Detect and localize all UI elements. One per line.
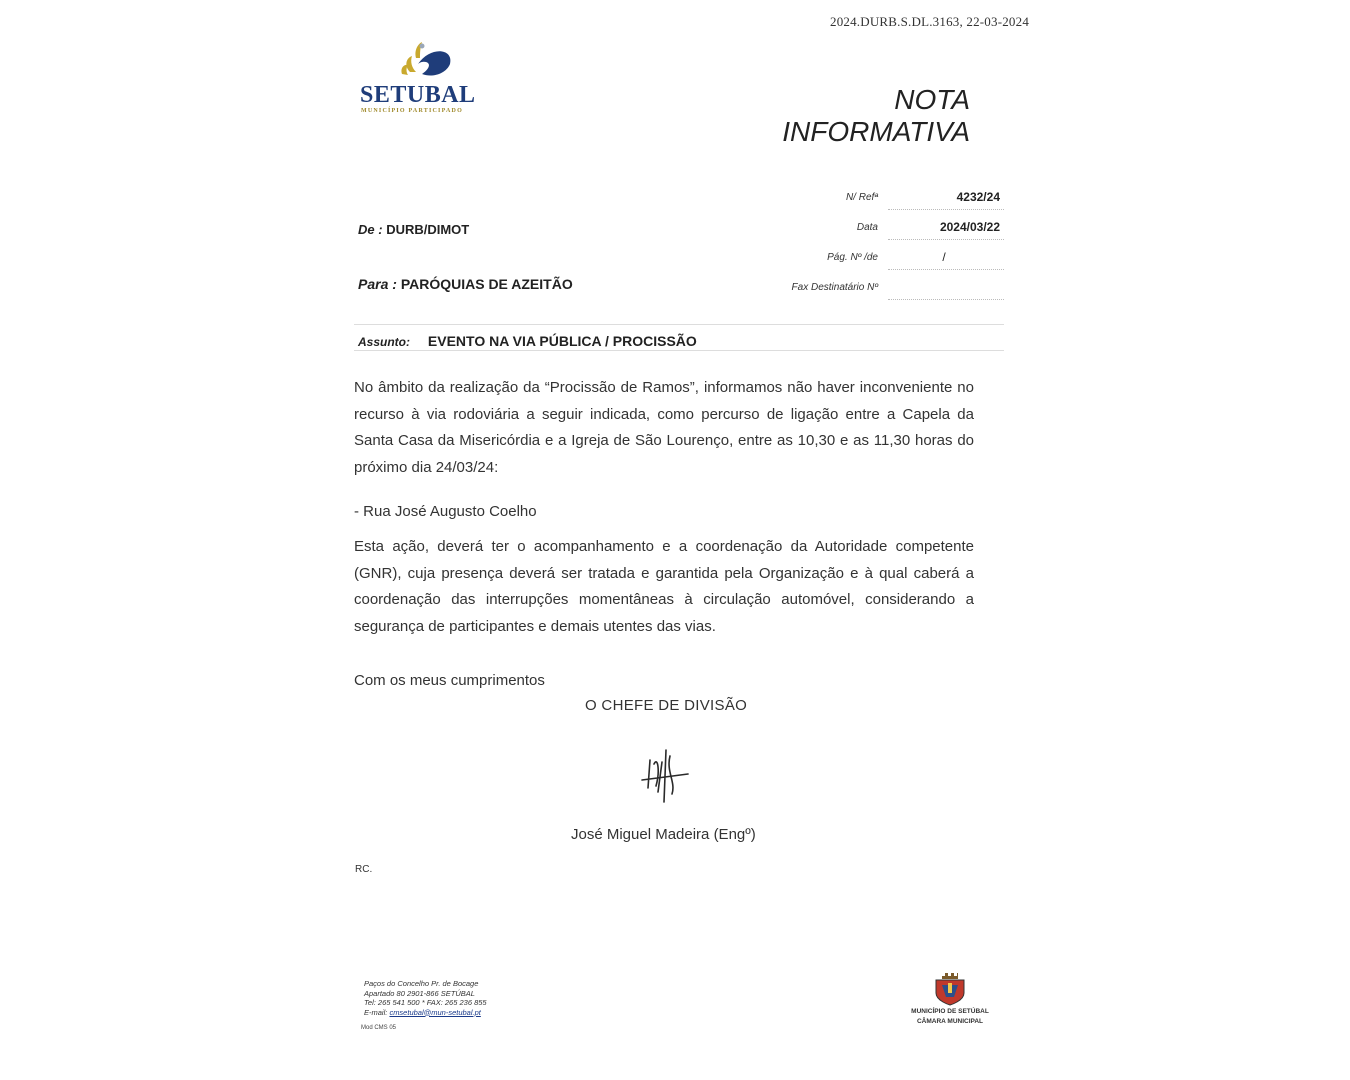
subject-line [358,333,697,349]
meta-page [770,250,1004,274]
body-paragraph-2: Esta ação, deverá ter o acompanhamento e a coordenação da Autoridade competente (GNR), cuja presença deverá ser tratada e garantida pela Organização e à qual caberá a coordenação das interrupções momentâneas à circulação automóvel, considerando a segurança de participantes e demais utentes das vias. [354,538,974,635]
coat-caption-1: MUNICÍPIO DE SETÚBAL [911,1008,989,1015]
logo-subtitle: MUNICÍPIO PARTICIPADO [361,108,463,114]
meta-page-value: / [888,250,1004,270]
coat-caption-2: CÂMARA MUNICIPAL [916,1018,984,1025]
title-line-1: NOTA [894,84,970,115]
footer-email-link[interactable]: cmsetubal@mun-setubal.pt [389,1007,481,1017]
subject-value: EVENTO NA VIA PÚBLICA / PROCISSÃO [427,333,697,349]
meta-fax-label: Fax Destinatário Nº [791,282,878,293]
meta-date [770,220,1004,244]
sender-label: De : [358,222,383,237]
form-model-code: Mod CMS 05 [361,1025,397,1031]
meta-reference [770,190,1004,214]
subject-rule-bottom [354,350,1004,351]
footer-line-3: Tel: 265 541 500 * FAX: 265 236 855 [364,998,487,1007]
coat-of-arms-icon [932,971,968,1007]
signer-title: O CHEFE DE DIVISÃO [585,697,748,714]
route-list-item: - Rua José Augusto Coelho [354,503,537,520]
sender-value: DURB/DIMOT [386,222,470,237]
recipient-line [358,276,573,292]
handwritten-signature-icon [636,742,696,808]
subject-label: Assunto: [358,335,410,349]
signer-name: José Miguel Madeira (Engº) [571,826,756,843]
meta-fax-value [888,280,1004,300]
footer-email [364,1008,487,1018]
meta-reference-label: N/ Refª [845,192,878,203]
sender-line [358,222,469,237]
reference-stamp: 2024.DURB.S.DL.3163, 22-03-2024 [830,14,1030,29]
closing-line: Com os meus cumprimentos [354,672,545,689]
author-initials: RC. [355,864,373,875]
meta-date-value: 2024/03/22 [888,220,1004,240]
footer-email-label: E-mail: [364,1007,388,1017]
meta-reference-value: 4232/24 [888,190,1004,210]
subject-rule-top [354,324,1004,325]
footer-line-2: Apartado 80 2901-866 SETÚBAL [364,988,475,998]
footer-address [364,979,487,1017]
title-line-2: INFORMATIVA [782,116,970,147]
meta-page-label: Pág. Nº /de [827,252,878,263]
recipient-label: Para : [358,276,397,292]
document-title [740,84,970,148]
meta-fax [770,280,1004,304]
meta-date-label: Data [856,222,878,233]
logo-wordmark: SETUBAL [360,82,476,108]
recipient-value: PARÓQUIAS DE AZEITÃO [400,276,573,292]
footer-line-1: Paços do Concelho Pr. de Bocage [364,979,479,988]
body-paragraph-1: No âmbito da realização da “Procissão de Ramos”, informamos não haver inconveniente no recurso à via rodoviária a seguir indicada, como percurso de ligação entre a Capela da Santa Casa da Misericórdia e a Igreja de São Lourenço, entre as 10,30 e as 11,30 horas do próximo dia 24/03/24: [354,379,974,476]
